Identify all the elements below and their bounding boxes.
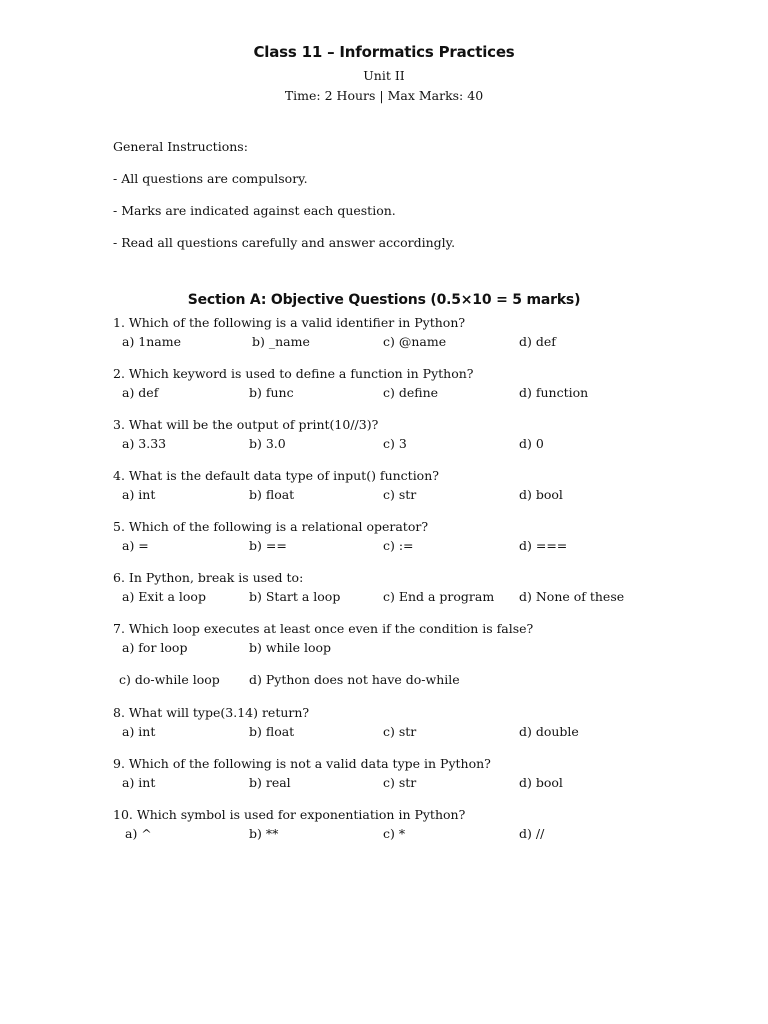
option-a: a) ^ [125, 826, 152, 841]
question-text: 1. Which of the following is a valid identifier in Python? [113, 315, 466, 330]
instructions-heading: General Instructions: [113, 139, 248, 154]
unit-label: Unit II [363, 68, 405, 83]
option-a: a) int [122, 487, 156, 502]
option-d: d) Python does not have do-while [249, 672, 460, 687]
option-b: b) while loop [249, 640, 332, 655]
question-text: 5. Which of the following is a relational operator? [113, 519, 429, 534]
option-c: c) * [383, 826, 406, 841]
option-d: d) bool [519, 775, 563, 790]
question-10 [113, 807, 733, 847]
option-b: b) == [249, 538, 287, 553]
question-2 [113, 366, 733, 406]
question-text: 7. Which loop executes at least once even if the condition is false? [113, 621, 534, 636]
option-d: d) 0 [519, 436, 544, 451]
option-b: b) 3.0 [249, 436, 286, 451]
option-a: a) for loop [122, 640, 188, 655]
option-a: a) def [122, 385, 159, 400]
option-a: a) 3.33 [122, 436, 167, 451]
question-9 [113, 756, 733, 796]
instruction-item: - Read all questions carefully and answer accordingly. [113, 235, 456, 250]
option-d: d) // [519, 826, 545, 841]
question-1 [113, 315, 733, 355]
option-c: c) 3 [383, 436, 407, 451]
option-b: b) float [249, 724, 295, 739]
option-b: b) _name [252, 334, 310, 349]
option-d: d) function [519, 385, 589, 400]
question-3 [113, 417, 733, 457]
option-c: c) End a program [383, 589, 495, 604]
option-a: a) int [122, 775, 156, 790]
question-text: 8. What will type(3.14) return? [113, 705, 310, 720]
question-text: 10. Which symbol is used for exponentiation in Python? [113, 807, 466, 822]
question-text: 4. What is the default data type of input() function? [113, 468, 439, 483]
option-d: d) def [519, 334, 556, 349]
question-text: 3. What will be the output of print(10//3)? [113, 417, 379, 432]
option-b: b) ** [249, 826, 279, 841]
option-b: b) func [249, 385, 294, 400]
option-d: d) bool [519, 487, 563, 502]
question-text: 2. Which keyword is used to define a function in Python? [113, 366, 474, 381]
question-4 [113, 468, 733, 508]
instruction-item: - Marks are indicated against each question. [113, 203, 396, 218]
option-c: c) define [383, 385, 439, 400]
option-c: c) str [383, 724, 417, 739]
question-5 [113, 519, 733, 559]
option-d: d) === [519, 538, 568, 553]
question-7 [113, 621, 733, 693]
option-c: c) do-while loop [119, 672, 220, 687]
option-b: b) Start a loop [249, 589, 341, 604]
option-b: b) real [249, 775, 291, 790]
question-text: 9. Which of the following is not a valid data type in Python? [113, 756, 491, 771]
option-d: d) None of these [519, 589, 625, 604]
option-a: a) = [122, 538, 149, 553]
instruction-item: - All questions are compulsory. [113, 171, 308, 186]
section-a-title: Section A: Objective Questions (0.5×10 = 5 marks) [187, 292, 581, 308]
question-text: 6. In Python, break is used to: [113, 570, 304, 585]
option-a: a) 1name [122, 334, 182, 349]
option-a: a) Exit a loop [122, 589, 206, 604]
question-8 [113, 705, 733, 745]
question-6 [113, 570, 733, 610]
option-c: c) := [383, 538, 414, 553]
option-d: d) double [519, 724, 579, 739]
page-title: Class 11 – Informatics Practices [253, 43, 515, 61]
option-b: b) float [249, 487, 295, 502]
option-a: a) int [122, 724, 156, 739]
option-c: c) @name [383, 334, 447, 349]
time-marks-label: Time: 2 Hours | Max Marks: 40 [284, 88, 484, 103]
option-c: c) str [383, 775, 417, 790]
option-c: c) str [383, 487, 417, 502]
